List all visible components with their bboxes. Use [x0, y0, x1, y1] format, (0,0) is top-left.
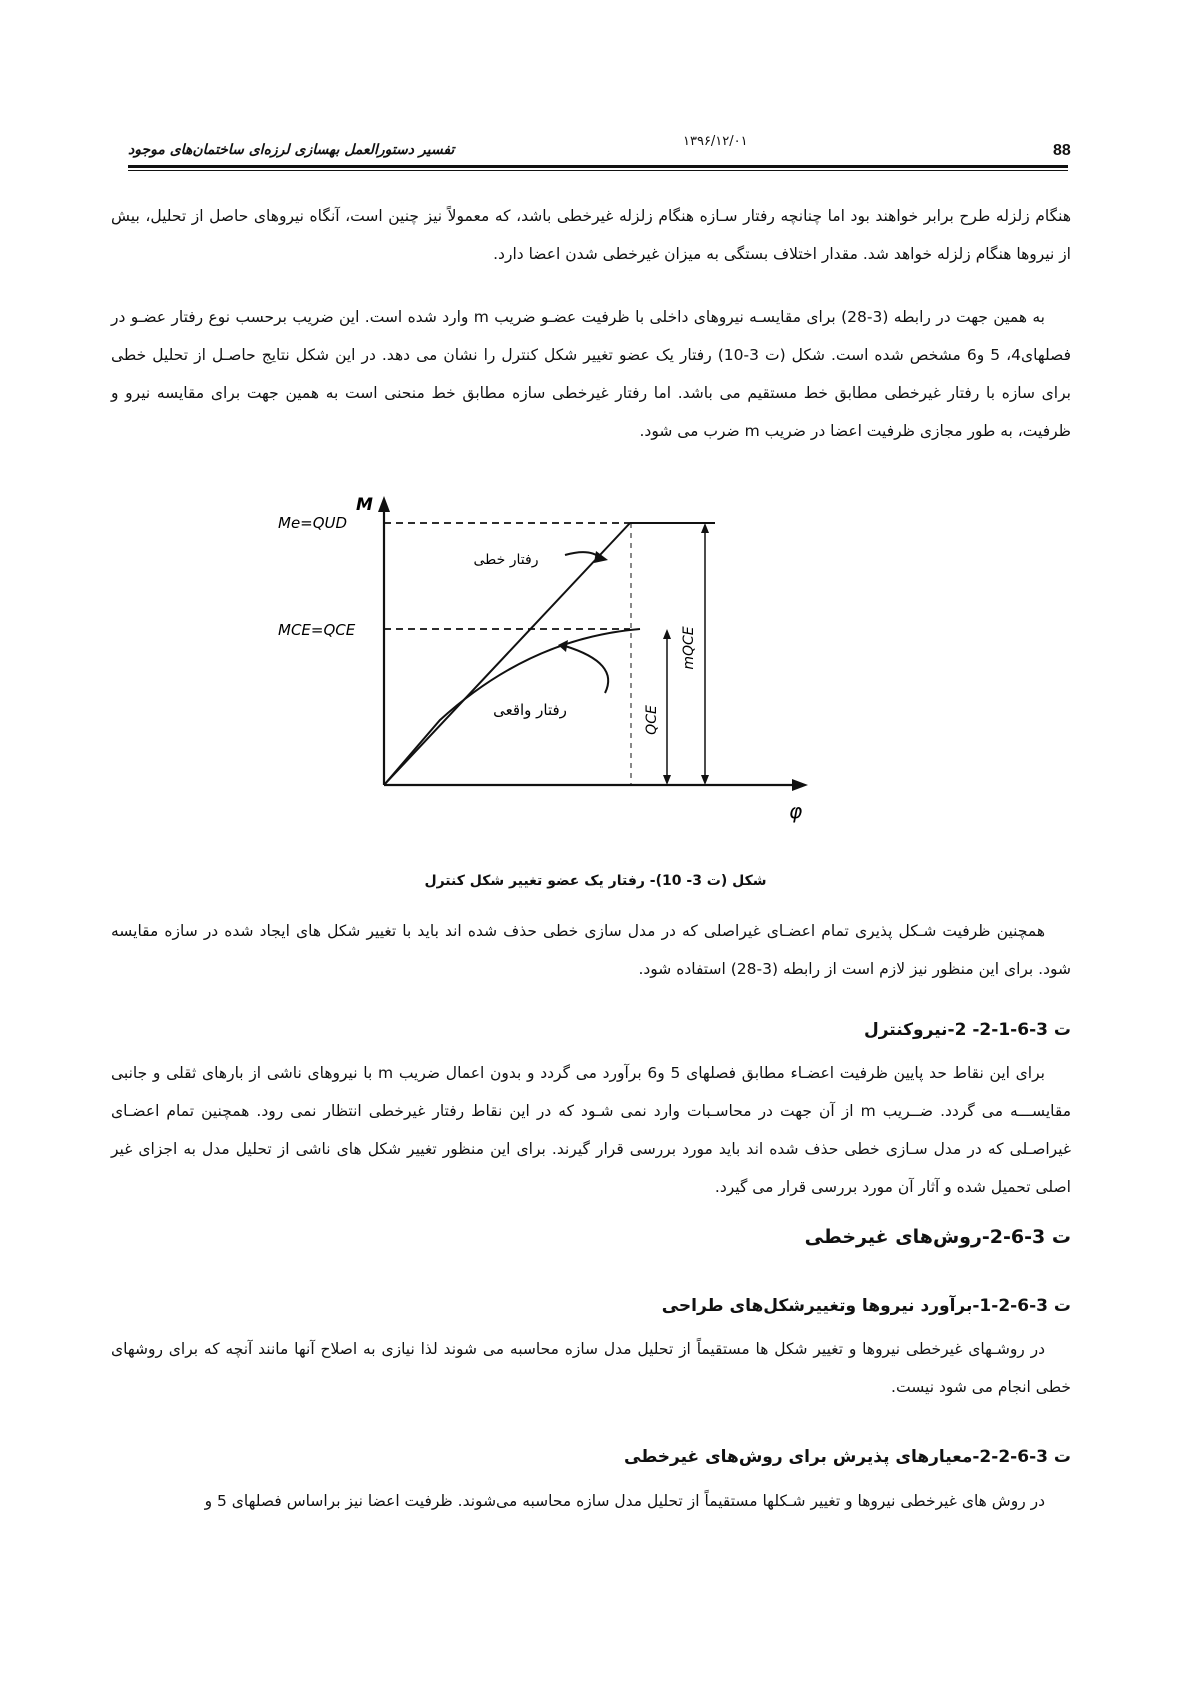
figure-caption: شکل (ت 3- 10)- رفتار یک عضو تغییر شکل کنترل: [424, 873, 767, 889]
heading-acceptance-criteria: ت 3-6-2-2-معیارهای پذیرش برای روش‌های غیرخطی: [624, 1447, 1071, 1467]
paragraph-2-text: به همین جهت در رابطه (3-28) برای مقایسـه نیروهای داخلی با ظرفیت عضـو ضریب m وارد شده است. این ضریب برحسب نوع رفتار عضـو در فصلهای4، 5 و6 مشخص شده است. شکل (ت 3-10) رفتار یک عضو تغییر شکل کنترل را نشان می دهد. در این شکل نتایج حاصـل از تحلیل خطی برای سازه با رفتار غیرخطی مطابق خط مستقیم می باشد. اما رفتار غیرخطی سازه مطابق خط منحنی است به همین جهت برای مقایسه نیرو و ظرفیت، به طور مجازی ظرفیت اعضا در ضریب m ضرب می شود.: [111, 308, 1072, 440]
label-qce: QCE: [644, 705, 660, 735]
header-date: ۱۳۹۶/۱۲/۰۱: [683, 134, 748, 149]
paragraph-6: [111, 1482, 1071, 1520]
header-rule-thick: [128, 165, 1068, 168]
paragraph-6-text: در روش های غیرخطی نیروها و تغییر شـکلها مستقیماً از تحلیل مدل سازه محاسبه می‌شوند. ظرفیت اعضا نیز براساس فصلهای 5 و: [204, 1492, 1045, 1510]
linear-leader: [565, 552, 600, 558]
paragraph-3-text: همچنین ظرفیت شـکل پذیری تمام اعضـای غیراصلی که در مدل سازی خطی حذف شده اند باید با تغییر شکل های ایجاد شده در سازه مقایسه شود. برای این منظور نیز لازم است از رابطه (3-28) استفاده شود.: [111, 922, 1071, 978]
page-header: [128, 134, 1071, 164]
y-axis-label: M: [356, 495, 373, 515]
figure-moment-curvature: [278, 488, 820, 858]
paragraph-1: [111, 197, 1071, 273]
x-axis-arrow: [792, 779, 808, 791]
label-mqce: mQCE: [681, 626, 697, 670]
paragraph-1-text: هنگام زلزله طرح برابر خواهند بود اما چنانچه رفتار سـازه هنگام زلزله غیرخطی باشد، که معمولاً نیز چنین است، آنگاه نیروهای حاصل از تحلیل، بیش از نیروها هنگام زلزله خواهد شد. مقدار اختلاف بستگی به میزان غیرخطی شدن اعضا دارد.: [111, 207, 1071, 263]
page-number: 88: [1053, 142, 1071, 159]
label-actual: رفتار واقعی: [493, 701, 567, 719]
paragraph-4: [111, 1054, 1071, 1206]
header-rule-thin: [128, 170, 1068, 171]
label-linear: رفتار خطی: [473, 552, 539, 568]
paragraph-2: [111, 298, 1071, 450]
heading-force-controlled: ت 3-6-1-2- 2-نیروکنترل: [863, 1020, 1071, 1040]
x-axis-label: φ: [789, 799, 803, 823]
paragraph-4-text: برای این نقاط حد پایین ظرفیت اعضـاء مطابق فصلهای 5 و6 برآورد می گردد و بدون اعمال ضریب m با نیروهای ناشی از بارهای ثقلی و جانبی مقایســـه می گردد. ضــریب m از آن جهت در محاسـبات وارد نمی شـود که در این نقاط رفتار غیرخطی انتظار نمی رود. همچنین تمام اعضـای غیراصـلی که در مدل سـازی خطی حذف شده اند باید مورد بررسی قرار گیرند. برای این منظور تغییر شکل های ناشی از تحلیل مدل به اجزای غیر اصلی تحمیل شده و آثار آن مورد بررسی قرار می گیرد.: [111, 1064, 1071, 1196]
label-top: Me=QUD: [278, 514, 348, 532]
y-axis-arrow: [378, 496, 390, 512]
paragraph-5: [111, 1330, 1071, 1406]
paragraph-5-text: در روشـهای غیرخطی نیروها و تغییر شکل ها مستقیماً از تحلیل مدل سازه محاسبه می شوند لذا نیازی به اصلاح آنها مانند آنچه که برای روشهای خطی انجام می شود نیست.: [111, 1340, 1071, 1396]
header-title: تفسیر دستورالعمل بهسازی لرزه‌ای ساختمان‌های موجود: [128, 142, 455, 158]
heading-design-estimates: ت 3-6-2-1-برآورد نیروها وتغییرشکل‌های طراحی: [661, 1296, 1071, 1316]
actual-leader: [565, 646, 608, 693]
paragraph-3: [111, 912, 1071, 988]
heading-nonlinear-methods: ت 3-6-2-روش‌های غیرخطی: [804, 1226, 1071, 1248]
label-mid: MCE=QCE: [278, 621, 356, 639]
